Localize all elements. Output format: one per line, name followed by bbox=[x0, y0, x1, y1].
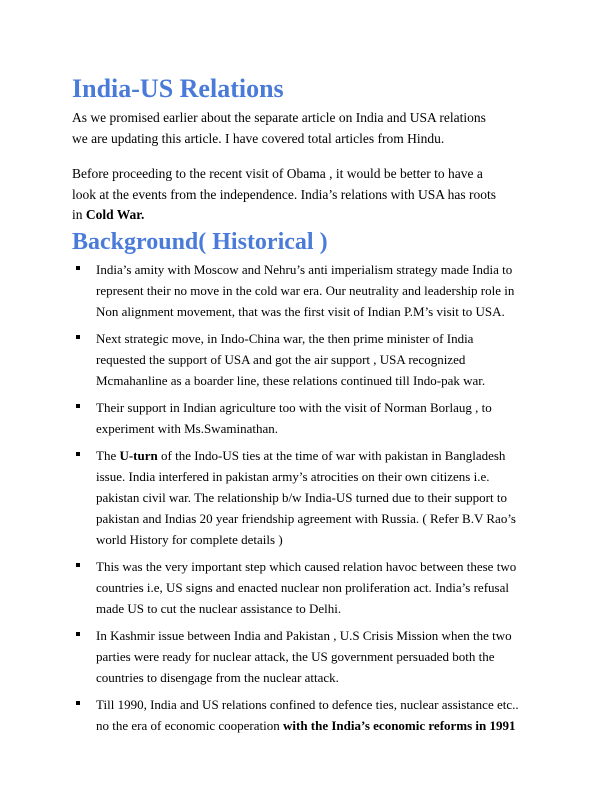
bullet-icon bbox=[76, 563, 80, 567]
bullet-icon bbox=[76, 266, 80, 270]
bullet-line: Next strategic move, in Indo-China war, the then prime minister of India bbox=[96, 331, 474, 346]
bullet-list bbox=[72, 259, 542, 742]
intro-line: we are updating this article. I have covered total articles from Hindu. bbox=[72, 130, 445, 146]
bullet-icon bbox=[76, 701, 80, 705]
u-turn-bold: U-turn bbox=[119, 448, 158, 463]
bullet-line: parties were ready for nuclear attack, the US government persuaded both the bbox=[96, 649, 495, 664]
list-item bbox=[72, 328, 542, 391]
bullet-line: world History for complete details ) bbox=[96, 532, 283, 547]
bullet-line bbox=[96, 715, 542, 736]
list-item bbox=[72, 556, 542, 619]
section-heading: Background( Historical ) bbox=[72, 229, 328, 255]
bullet-line: pakistan and Indias 20 year friendship agreement with Russia. ( Refer B.V Rao’s bbox=[96, 511, 516, 526]
bullet-icon bbox=[76, 632, 80, 636]
context-line-prefix: in bbox=[72, 207, 86, 222]
list-item bbox=[72, 694, 542, 736]
bullet-line: This was the very important step which caused relation havoc between these two bbox=[96, 559, 517, 574]
bullet-line: In Kashmir issue between India and Pakistan , U.S Crisis Mission when the two bbox=[96, 628, 512, 643]
list-item bbox=[72, 397, 542, 439]
bullet-icon bbox=[76, 452, 80, 456]
bullet-line bbox=[96, 445, 542, 466]
context-line: Before proceeding to the recent visit of Obama , it would be better to have a bbox=[72, 166, 483, 181]
bullet-line: made US to cut the nuclear assistance to Delhi. bbox=[96, 601, 342, 616]
bullet-line-suffix: of the Indo-US ties at the time of war with pakistan in Bangladesh bbox=[157, 448, 506, 463]
bullet-line: India’s amity with Moscow and Nehru’s anti imperialism strategy made India to bbox=[96, 262, 513, 277]
bullet-line: countries i.e, US signs and enacted nuclear non proliferation act. India’s refusal bbox=[96, 580, 509, 595]
intro-line: As we promised earlier about the separate article on India and USA relations bbox=[72, 110, 486, 125]
bullet-line: countries to disengage from the nuclear attack. bbox=[96, 670, 339, 685]
page-title: India-US Relations bbox=[72, 74, 284, 103]
bullet-line: issue. India interfered in pakistan army’s atrocities on their own citizens i.e. bbox=[96, 469, 490, 484]
bullet-line: Their support in Indian agriculture too with the visit of Norman Borlaug , to bbox=[96, 400, 492, 415]
bullet-icon bbox=[76, 335, 80, 339]
bullet-line-prefix: The bbox=[96, 448, 120, 463]
bullet-line-prefix: no the era of economic cooperation bbox=[96, 718, 283, 733]
list-item bbox=[72, 625, 542, 688]
bullet-line: requested the support of USA and got the air support , USA recognized bbox=[96, 352, 466, 367]
context-line: look at the events from the independence. India’s relations with USA has roots bbox=[72, 186, 497, 202]
bullet-line: experiment with Ms.Swaminathan. bbox=[96, 421, 278, 436]
list-item bbox=[72, 445, 542, 550]
context-line bbox=[72, 205, 542, 226]
bullet-line: Till 1990, India and US relations confined to defence ties, nuclear assistance etc.. bbox=[96, 697, 519, 712]
bullet-line: Non alignment movement, that was the first visit of Indian P.M’s visit to USA. bbox=[96, 304, 505, 319]
intro-paragraph bbox=[72, 108, 542, 149]
bullet-icon bbox=[76, 404, 80, 408]
bullet-line: represent their no move in the cold war era. Our neutrality and leadership role in bbox=[96, 283, 515, 298]
bullet-line: Mcmahanline as a boarder line, these relations continued till Indo-pak war. bbox=[96, 373, 486, 388]
bullet-line: pakistan civil war. The relationship b/w India-US turned due to their support to bbox=[96, 490, 507, 505]
economic-reforms-bold: with the India’s economic reforms in 1991 bbox=[282, 718, 516, 733]
list-item bbox=[72, 259, 542, 322]
context-paragraph bbox=[72, 164, 542, 226]
cold-war-bold: Cold War. bbox=[85, 207, 145, 222]
